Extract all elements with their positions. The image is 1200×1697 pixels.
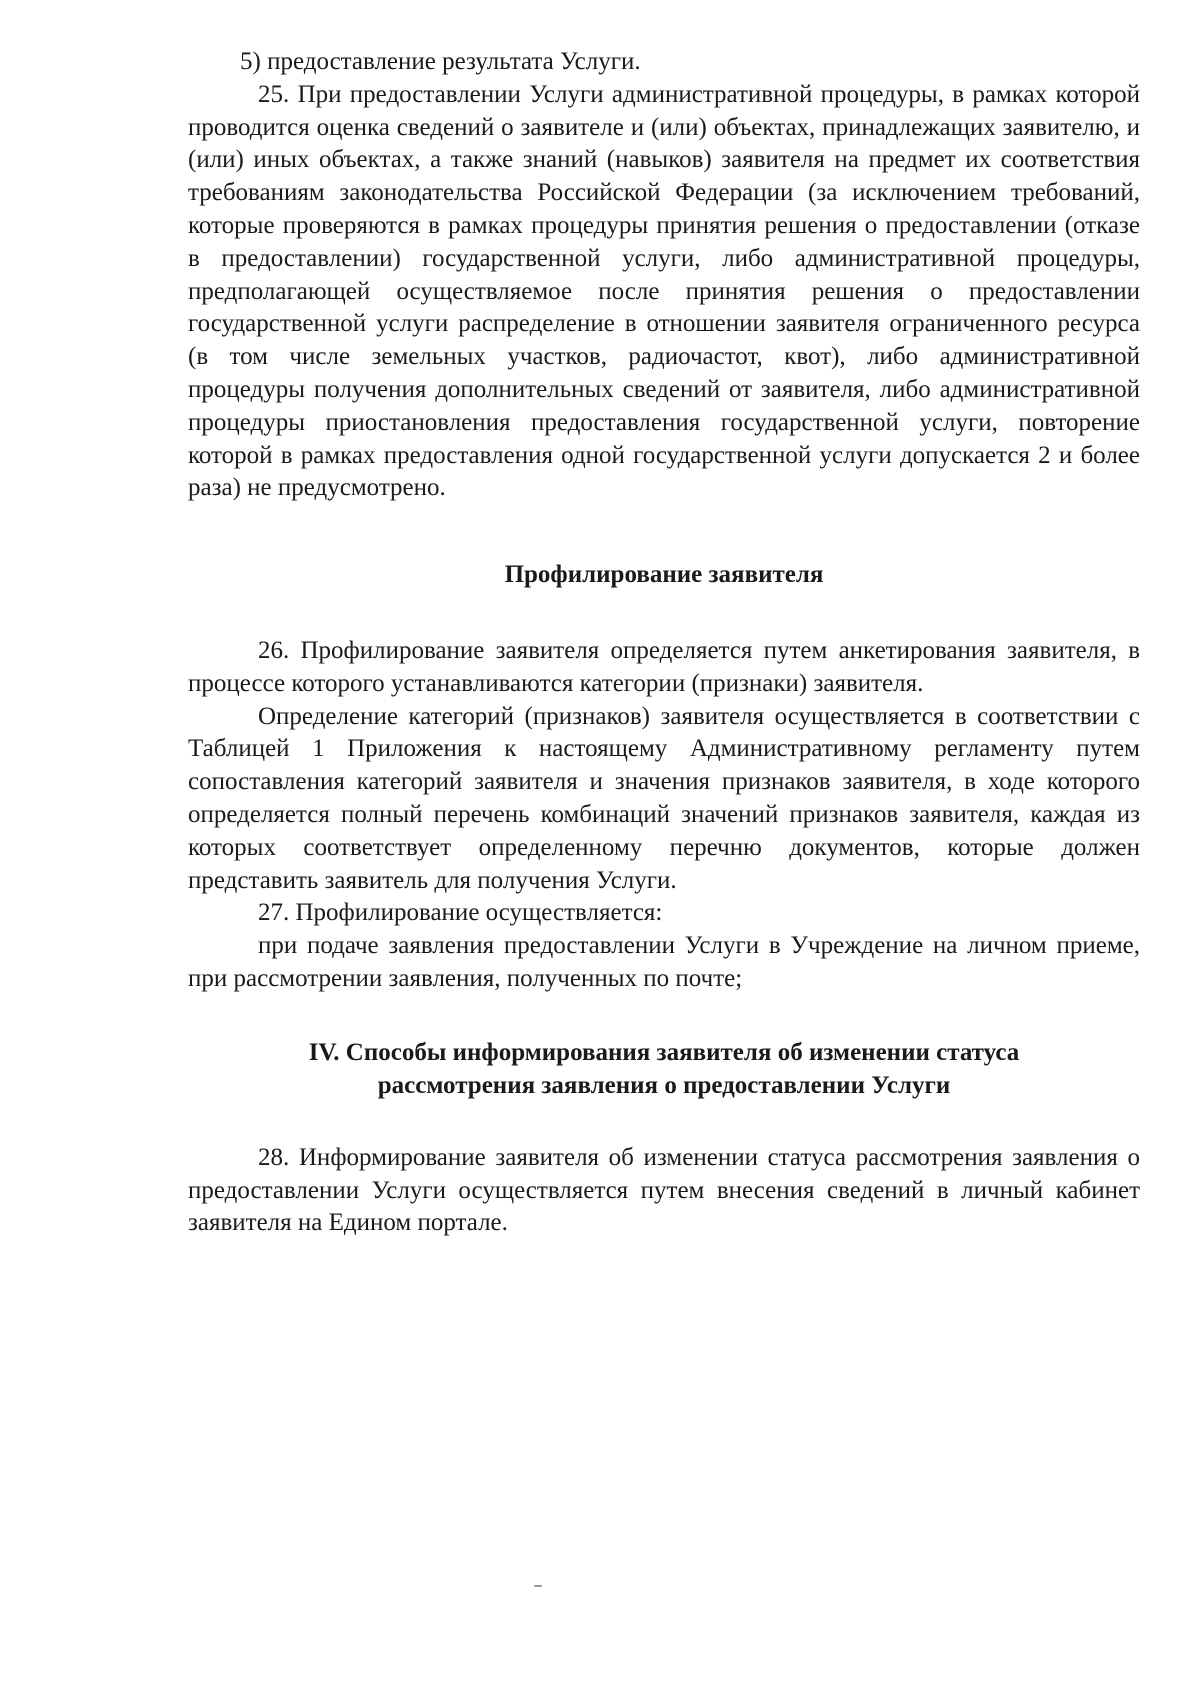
list-item-5: 5) предоставление результата Услуги. — [240, 48, 641, 75]
paragraph-25: 25. При предоставлении Услуги административной процедуры, в рамках которой проводится оценка сведений о заявителе и (или) объектах, принадлежащих заявителю, и (или) иных объектах, а также знаний (навыков) заявителя на предмет их соответствия требованиям законодательства Российской Федерации (за исключением требований, которые проверяются в рамках процедуры принятия решения о предоставлении (отказе в предоставлении) государственной услуги, либо административной процедуры, предполагающей осуществляемое после принятия решения о предоставлении государственной услуги распределение в отношении заявителя ограниченного ресурса (в том числе земельных участков, радиочастот, квот), либо административной процедуры получения дополнительных сведений от заявителя, либо административной процедуры приостановления предоставления государственной услуги, повторение которой в рамках предоставления одной государственной услуги допускается 2 и более раза) не предусмотрено. — [188, 80, 1140, 502]
heading-applicant-profiling: Профилирование заявителя — [504, 561, 824, 589]
scan-artifact — [534, 1585, 542, 1587]
paragraph-27-text: при подаче заявления предоставлении Услуги в Учреждение на личном приеме, при рассмотрении заявления, полученных по почте; — [188, 932, 1140, 992]
section-heading-line-2: рассмотрения заявления о предоставлении Услуги — [377, 1071, 951, 1099]
paragraph-28: 28. Информирование заявителя об изменении статуса рассмотрения заявления о предоставлении Услуги осуществляется путем внесения сведений в личный кабинет заявителя на Едином портале. — [188, 1143, 1140, 1237]
paragraph-26: 26. Профилирование заявителя определяется путем анкетирования заявителя, в процессе которого устанавливаются категории (признаки) заявителя. — [188, 636, 1140, 697]
section-heading-line-1: IV. Способы информирования заявителя об изменении статуса — [308, 1038, 1020, 1066]
document-body — [188, 46, 1140, 1240]
paragraph-27: 27. Профилирование осуществляется: — [258, 899, 663, 927]
paragraph-26-categories: Определение категорий (признаков) заявителя осуществляется в соответствии с Таблицей 1 Приложения к настоящему Административному регламенту путем сопоставления категорий заявителя и значения признаков заявителя, в ходе которого определяется полный перечень комбинаций значений признаков заявителя, каждая из которых соответствует определенному перечню документов, которые должен представить заявитель для получения Услуги. — [188, 702, 1140, 894]
section-heading-iv — [188, 1036, 1140, 1102]
